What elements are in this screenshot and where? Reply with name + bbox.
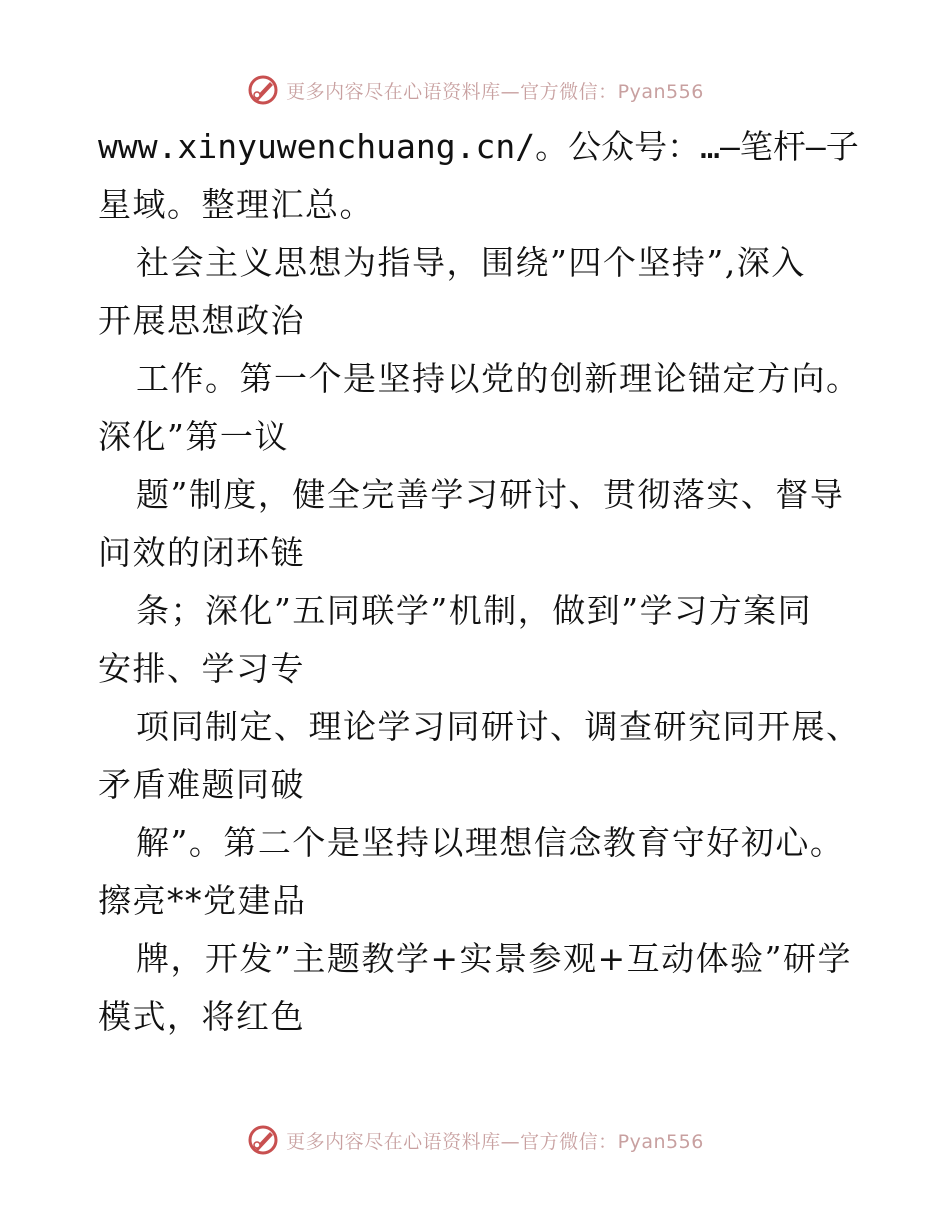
text-line: 题”制度，健全完善学习研讨、贯彻落实、督导 xyxy=(136,475,845,514)
text-line: 开展思想政治 xyxy=(98,301,305,340)
text-line: 擦亮**党建品 xyxy=(98,881,307,920)
text-line: 解”。第二个是坚持以理想信念教育守好初心。 xyxy=(136,823,845,862)
text-line: 安排、学习专 xyxy=(98,649,305,688)
header-banner xyxy=(0,70,950,110)
text-line: www.xinyuwenchuang.cn/。公众号：…—笔杆—子 xyxy=(98,127,859,166)
text-line: 社会主义思想为指导，围绕”四个坚持”,深入 xyxy=(136,243,806,282)
text-line: 项同制定、理论学习同研讨、调查研究同开展、 xyxy=(136,707,861,746)
brand-logo-icon xyxy=(246,73,280,107)
text-line: 牌，开发”主题教学+实景参观+互动体验”研学 xyxy=(136,939,853,978)
banner-text: 更多内容尽在心语资料库—官方微信：Pyan556 xyxy=(286,1130,704,1153)
text-line: 深化”第一议 xyxy=(98,417,289,456)
document-body xyxy=(98,118,888,1046)
brand-logo-icon xyxy=(246,1123,280,1157)
footer-banner xyxy=(0,1120,950,1160)
text-line: 工作。第一个是坚持以党的创新理论锚定方向。 xyxy=(136,359,861,398)
text-line: 条；深化”五同联学”机制，做到”学习方案同 xyxy=(136,591,813,630)
text-line: 问效的闭环链 xyxy=(98,533,305,572)
banner-text: 更多内容尽在心语资料库—官方微信：Pyan556 xyxy=(286,80,704,103)
text-line: 星域。整理汇总。 xyxy=(98,185,374,224)
text-line: 模式，将红色 xyxy=(98,997,305,1036)
text-line: 矛盾难题同破 xyxy=(98,765,305,804)
